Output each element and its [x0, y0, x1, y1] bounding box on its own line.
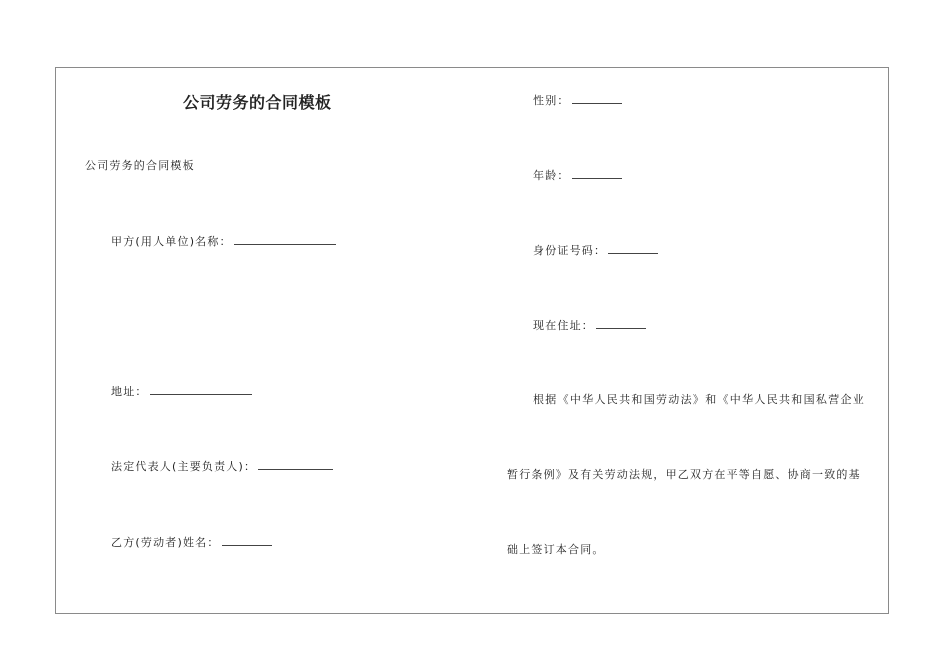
- body-paragraph-line-2: 暂行条例》及有关劳动法规，甲乙双方在平等自愿、协商一致的基: [507, 468, 861, 481]
- body-paragraph-line-1: 根据《中华人民共和国劳动法》和《中华人民共和国私营企业: [533, 393, 866, 406]
- document-subtitle: 公司劳务的合同模板: [85, 159, 195, 172]
- gender-blank[interactable]: [572, 93, 622, 104]
- party-a-name-blank[interactable]: [234, 234, 336, 245]
- party-b-name-blank[interactable]: [222, 535, 272, 546]
- current-address-blank[interactable]: [596, 318, 646, 329]
- party-a-name-field: [111, 234, 336, 249]
- address-field: [111, 384, 252, 399]
- party-b-name-label: 乙方(劳动者)姓名：: [111, 536, 220, 549]
- document-title: 公司劳务的合同模板: [183, 93, 332, 112]
- party-a-name-label: 甲方(用人单位)名称：: [111, 235, 232, 248]
- legal-representative-field: [111, 459, 333, 474]
- id-number-field: [533, 243, 658, 258]
- legal-representative-blank[interactable]: [258, 459, 333, 470]
- age-field: [533, 168, 622, 183]
- id-number-blank[interactable]: [608, 243, 658, 254]
- party-b-name-field: [111, 535, 272, 550]
- gender-field: [533, 93, 622, 108]
- current-address-label: 现在住址：: [533, 319, 594, 332]
- address-label: 地址：: [111, 385, 148, 398]
- body-paragraph-line-3: 础上签订本合同。: [507, 543, 605, 556]
- document-page: [55, 67, 889, 614]
- age-label: 年龄：: [533, 169, 570, 182]
- id-number-label: 身份证号码：: [533, 244, 607, 257]
- gender-label: 性别：: [533, 94, 570, 107]
- age-blank[interactable]: [572, 168, 622, 179]
- current-address-field: [533, 318, 646, 333]
- address-blank[interactable]: [150, 384, 252, 395]
- legal-representative-label: 法定代表人(主要负责人)：: [111, 460, 257, 473]
